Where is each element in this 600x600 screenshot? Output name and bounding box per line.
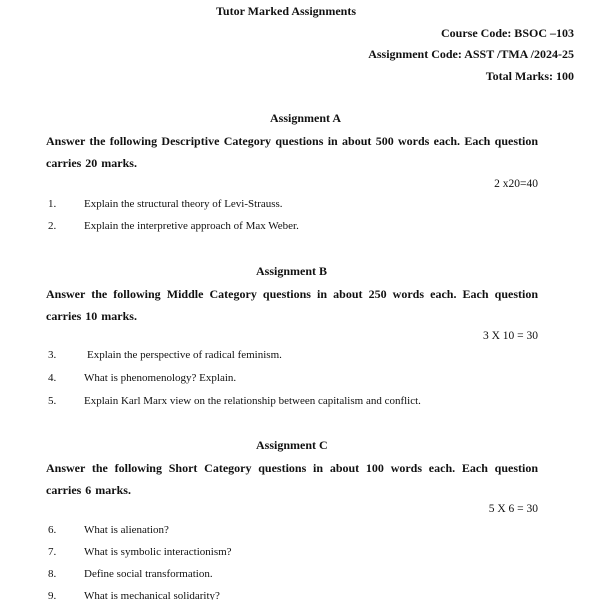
assignment-code: Assignment Code: ASST /TMA /2024-25 xyxy=(368,47,574,61)
question-item xyxy=(0,198,600,214)
question-item xyxy=(0,349,600,365)
question-item xyxy=(0,546,600,562)
question-text: Explain the interpretive approach of Max Weber. xyxy=(84,220,299,232)
section-marks-c: 5 X 6 = 30 xyxy=(488,503,538,515)
question-number: 6. xyxy=(48,524,57,536)
question-text: What is mechanical solidarity? xyxy=(84,590,220,600)
section-marks-b: 3 X 10 = 30 xyxy=(482,330,538,342)
question-number: 8. xyxy=(48,568,57,580)
question-number: 5. xyxy=(48,395,57,407)
question-item xyxy=(0,220,600,236)
question-text: What is alienation? xyxy=(84,524,169,536)
section-instruction-b: Answer the following Middle Category questions in about 250 words each. Each question carries 10 marks. xyxy=(46,287,538,323)
section-instruction-c: Answer the following Short Category questions in about 100 words each. Each question carries 6 marks. xyxy=(46,461,538,497)
section-heading-a: Assignment A xyxy=(270,111,342,125)
question-item xyxy=(0,372,600,388)
question-text: What is symbolic interactionism? xyxy=(84,546,232,558)
course-code: Course Code: BSOC –103 xyxy=(440,26,574,40)
section-heading-c: Assignment C xyxy=(256,438,328,452)
section-heading-b: Assignment B xyxy=(256,264,328,278)
question-text: Define social transformation. xyxy=(84,568,213,580)
document-title: Tutor Marked Assignments xyxy=(216,4,357,18)
section-marks-a: 2 x20=40 xyxy=(494,178,538,190)
question-number: 7. xyxy=(48,546,57,558)
question-item xyxy=(0,524,600,540)
question-number: 9. xyxy=(48,590,57,600)
question-text: Explain Karl Marx view on the relationship between capitalism and conflict. xyxy=(84,395,421,407)
question-number: 4. xyxy=(48,372,57,384)
question-item xyxy=(0,590,600,600)
question-text: Explain the structural theory of Levi-Strauss. xyxy=(84,198,283,210)
question-number: 3. xyxy=(48,349,57,361)
question-number: 1. xyxy=(48,198,57,210)
question-text: Explain the perspective of radical feminism. xyxy=(87,349,282,361)
question-item xyxy=(0,395,600,411)
question-number: 2. xyxy=(48,220,57,232)
total-marks: Total Marks: 100 xyxy=(485,69,574,83)
question-item xyxy=(0,568,600,584)
question-text: What is phenomenology? Explain. xyxy=(84,372,237,384)
section-instruction-a: Answer the following Descriptive Category questions in about 500 words each. Each question carries 20 marks. xyxy=(46,134,538,170)
